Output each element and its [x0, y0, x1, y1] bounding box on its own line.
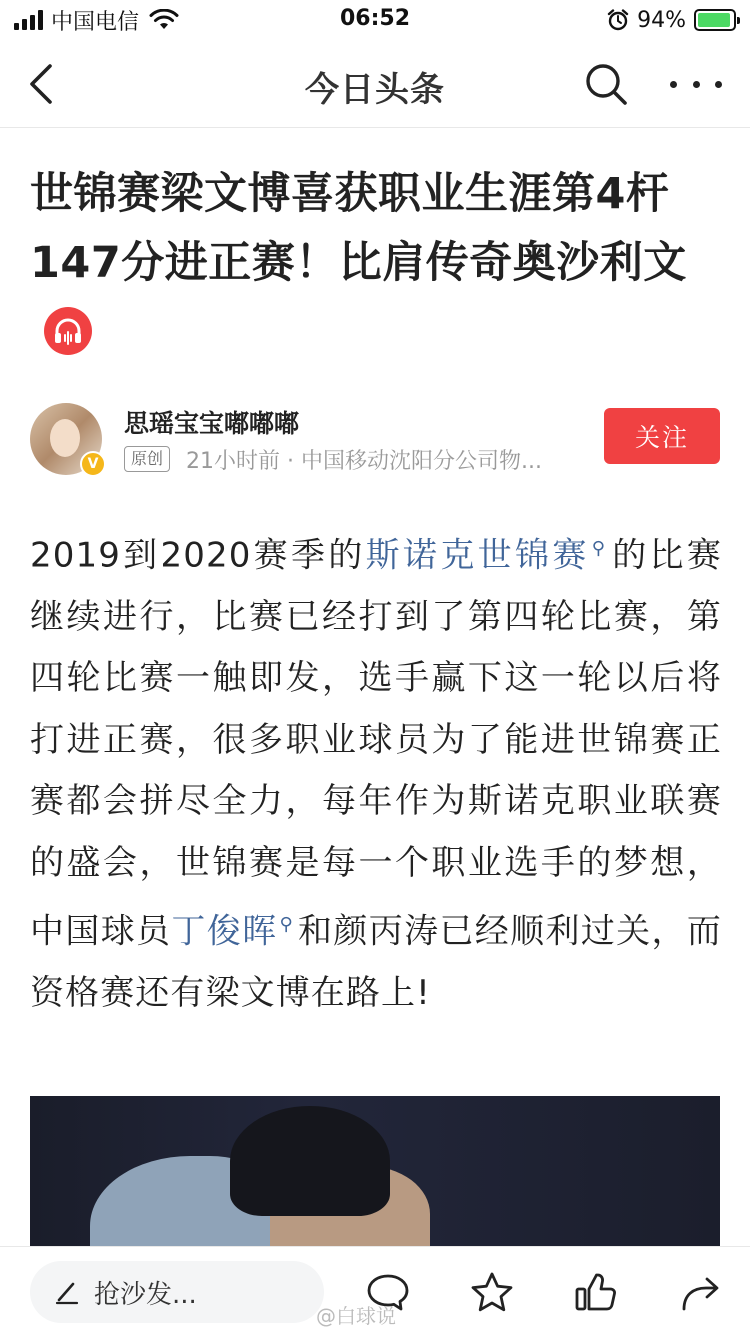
link-snooker-world-championship[interactable]: 斯诺克世锦赛: [365, 535, 590, 576]
article-image[interactable]: [30, 1096, 720, 1256]
author-name[interactable]: 思瑶宝宝嘟嘟嘟: [124, 409, 300, 438]
favorite-star-icon[interactable]: [468, 1269, 516, 1317]
like-thumb-icon[interactable]: [572, 1269, 620, 1317]
alarm-icon: [607, 9, 629, 31]
battery-icon: [694, 9, 736, 31]
carrier-label: 中国电信: [51, 9, 140, 35]
more-icon[interactable]: [670, 70, 722, 98]
body-text-2: 的比赛继续进行，比赛已经打到了第四轮比赛，第四轮比赛一触即发，选手赢下这一轮以后将打进正赛，很多职业球员为了能进世锦赛正赛都会拼尽全力，每年作为斯诺克职业联赛的盛会，世锦赛是每一个职业选手的梦想，中国球员: [30, 535, 722, 952]
article-title: [30, 160, 720, 367]
pen-icon: [54, 1279, 80, 1305]
battery-percent: 94%: [637, 7, 686, 33]
status-time: 06:52: [339, 6, 411, 31]
original-badge: 原创: [124, 446, 170, 472]
page-title: 今日头条: [305, 70, 445, 110]
follow-button[interactable]: 关注: [604, 408, 720, 464]
article-meta: 21小时前 · 中国移动沈阳分公司物...: [186, 449, 542, 474]
search-icon[interactable]: [582, 60, 630, 108]
watermark: @白球说: [316, 1304, 396, 1328]
article-title-text: 世锦赛梁文博喜获职业生涯第4杆147分进正赛！比肩传奇奥沙利文: [30, 169, 687, 288]
status-right: [607, 6, 736, 34]
search-link-icon[interactable]: ⚲: [279, 914, 294, 936]
article-body: [30, 518, 722, 1025]
nav-bar: [0, 40, 750, 128]
comment-input[interactable]: [30, 1261, 324, 1323]
author-avatar[interactable]: [30, 403, 102, 475]
comment-placeholder: 抢沙发...: [94, 1279, 197, 1310]
body-text-3: 和颜丙涛已经顺利过关，而资格赛还有梁文博在路上!: [30, 911, 722, 1014]
status-bar: [0, 0, 750, 40]
link-ding-junhui[interactable]: 丁俊晖: [171, 911, 278, 952]
listen-audio-icon[interactable]: [44, 307, 92, 355]
battery-fill: [698, 13, 730, 27]
share-icon[interactable]: [676, 1269, 724, 1317]
search-link-icon[interactable]: ⚲: [591, 538, 606, 559]
body-text-1: 2019到2020赛季的: [30, 535, 366, 576]
verified-icon: V: [80, 451, 106, 477]
